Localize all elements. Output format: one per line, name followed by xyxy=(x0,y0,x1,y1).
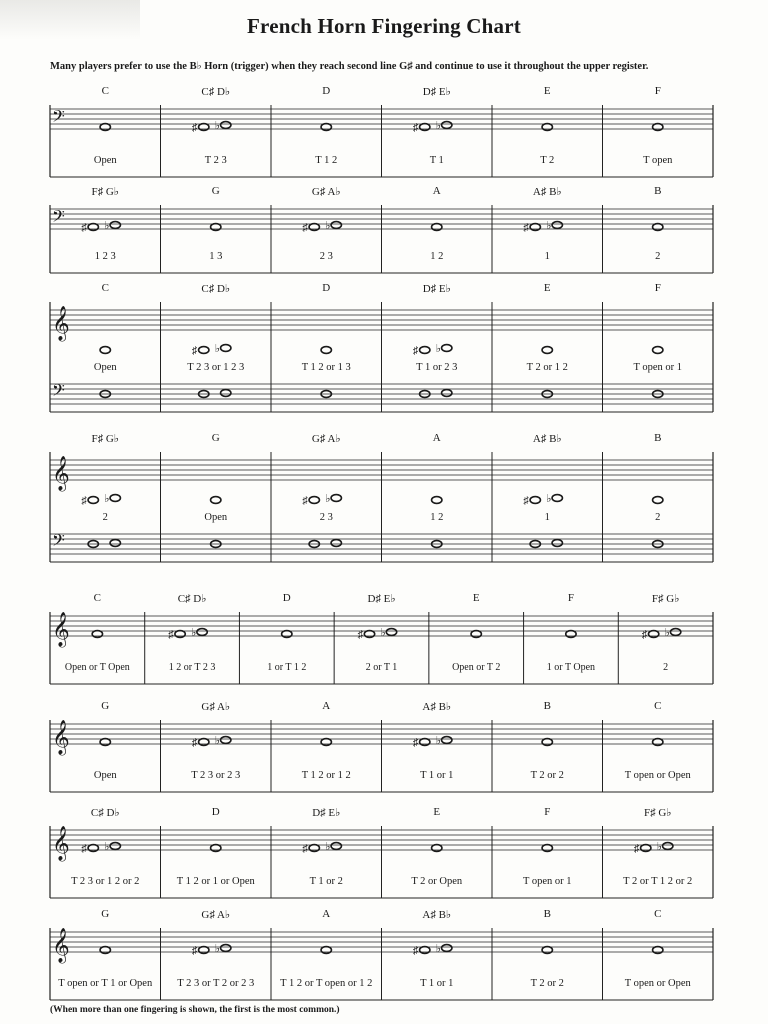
sharp-sign-icon: ♯ xyxy=(412,737,419,749)
note-name-label: B xyxy=(654,185,662,197)
note-flat xyxy=(110,222,120,229)
sharp-sign-icon: ♯ xyxy=(191,345,198,357)
note-flat xyxy=(663,843,673,850)
chart-row-7 xyxy=(50,826,713,898)
note-name-label: D xyxy=(322,282,331,294)
note-name-label: A xyxy=(322,908,331,920)
note-name-label: F♯ G♭ xyxy=(91,433,119,445)
fingering-text: T 1 or 2 3 xyxy=(416,362,458,373)
bass-note-flat xyxy=(552,540,562,547)
note-name-label: B xyxy=(543,700,551,712)
note-name-label: F xyxy=(567,592,574,604)
note-name-label: C♯ D♭ xyxy=(201,86,231,98)
note-name-label: D♯ E♭ xyxy=(367,593,396,605)
fingering-text: T 2 or 2 xyxy=(530,770,564,781)
note-flat xyxy=(442,345,452,352)
fingering-text: T open xyxy=(643,155,673,166)
note-head xyxy=(211,497,221,504)
intro-flat: ♭ xyxy=(196,61,202,72)
note-name-label: C xyxy=(654,700,662,712)
note-name-label: A♯ B♭ xyxy=(532,433,562,445)
sharp-sign-icon: ♯ xyxy=(191,737,198,749)
row-staff-graphic xyxy=(50,205,713,273)
note-name-label: C♯ D♭ xyxy=(201,283,231,295)
sharp-sign-icon: ♯ xyxy=(523,495,529,507)
note-name-label: A xyxy=(432,185,441,197)
fingering-text: T 2 or Open xyxy=(411,876,463,887)
intro-sharp: ♯ xyxy=(407,61,413,72)
bass-clef-icon: 𝄢 xyxy=(52,106,65,130)
fingering-text: Open xyxy=(93,770,117,781)
flat-sign-icon: ♭ xyxy=(380,627,386,639)
bass-clef-icon: 𝄢 xyxy=(52,530,65,554)
sharp-sign-icon: ♯ xyxy=(81,222,87,234)
note-flat xyxy=(552,222,562,229)
note-sharp xyxy=(530,497,540,504)
intro-before: Many players prefer to use the B xyxy=(50,61,197,72)
treble-clef-icon: 𝄞 xyxy=(52,306,70,341)
flat-sign-icon: ♭ xyxy=(546,220,552,232)
fingering-text: 2 3 xyxy=(319,512,333,523)
fingering-text: T 1 2 or T open or 1 2 xyxy=(280,978,373,989)
note-name-label: D♯ E♭ xyxy=(422,86,451,98)
fingering-text: 1 or T Open xyxy=(546,662,596,673)
sharp-sign-icon: ♯ xyxy=(81,843,87,855)
fingering-text: 1 or T 1 2 xyxy=(267,662,307,673)
fingering-text: T 2 3 xyxy=(204,155,227,166)
fingering-text: T open or 1 xyxy=(522,876,572,887)
note-name-label: G♯ A♭ xyxy=(201,909,231,921)
flat-sign-icon: ♭ xyxy=(435,343,441,355)
flat-sign-icon: ♭ xyxy=(104,841,110,853)
note-head xyxy=(432,497,442,504)
treble-clef-icon: 𝄞 xyxy=(52,612,70,647)
note-flat xyxy=(331,495,341,502)
note-flat xyxy=(110,495,120,502)
note-flat xyxy=(331,843,341,850)
fingering-text: T 1 or 1 xyxy=(420,770,454,781)
flat-sign-icon: ♭ xyxy=(191,627,197,639)
flat-sign-icon: ♭ xyxy=(435,943,441,955)
fingering-text: T 2 or 1 2 xyxy=(526,362,568,373)
fingering-text: T 1 xyxy=(429,155,444,166)
fingering-text: 1 2 xyxy=(430,251,444,262)
note-name-label: G xyxy=(211,185,220,197)
bass-note-flat xyxy=(221,390,231,397)
note-name-label: E xyxy=(543,282,551,294)
chart-row-1 xyxy=(50,105,713,177)
flat-sign-icon: ♭ xyxy=(656,841,662,853)
sharp-sign-icon: ♯ xyxy=(641,629,648,641)
intro-mid: Horn (trigger) when they reach second line G xyxy=(204,61,408,72)
note-sharp xyxy=(199,347,209,354)
row-staff-graphic xyxy=(50,720,713,792)
note-head xyxy=(653,497,663,504)
row-staff-graphic xyxy=(50,452,713,562)
note-name-label: F♯ G♭ xyxy=(91,186,119,198)
note-name-label: B xyxy=(543,908,551,920)
sharp-sign-icon: ♯ xyxy=(81,495,87,507)
bass-note-flat xyxy=(442,390,452,397)
row-staff-graphic xyxy=(50,105,713,177)
sharp-sign-icon: ♯ xyxy=(633,843,640,855)
note-name-label: D xyxy=(322,85,331,97)
fingering-text: 2 xyxy=(102,512,108,523)
note-flat xyxy=(331,222,341,229)
fingering-text: 2 xyxy=(663,662,669,673)
note-name-label: A♯ B♭ xyxy=(422,701,452,713)
chart-row-6 xyxy=(50,720,713,792)
note-flat xyxy=(442,122,452,129)
fingering-text: T 2 3 or 1 2 3 xyxy=(187,362,245,373)
note-sharp xyxy=(309,497,319,504)
fingering-text: T 2 3 or T 2 or 2 3 xyxy=(177,978,255,989)
intro-after: and continue to use it throughout the upper register. xyxy=(412,61,649,72)
flat-sign-icon: ♭ xyxy=(214,120,220,132)
note-name-label: A xyxy=(432,432,441,444)
note-flat xyxy=(221,945,231,952)
chart-row-5 xyxy=(50,612,713,684)
note-name-label: F xyxy=(654,85,661,97)
row-staff-graphic xyxy=(50,928,713,1000)
note-head xyxy=(321,347,331,354)
note-name-label: C xyxy=(101,85,109,97)
chart-row-8 xyxy=(50,928,713,1000)
note-flat xyxy=(110,843,120,850)
treble-clef-icon: 𝄞 xyxy=(52,826,70,861)
flat-sign-icon: ♭ xyxy=(214,735,220,747)
fingering-text: 2 xyxy=(655,512,661,523)
sharp-sign-icon: ♯ xyxy=(302,222,308,234)
flat-sign-icon: ♭ xyxy=(435,120,441,132)
chart-row-3 xyxy=(50,302,713,412)
fingering-text: 1 3 xyxy=(209,251,223,262)
fingering-text: 1 xyxy=(544,512,550,523)
fingering-text: Open or T Open xyxy=(64,662,130,673)
page-title: French Horn Fingering Chart xyxy=(247,14,521,38)
flat-sign-icon: ♭ xyxy=(104,220,110,232)
fingering-text: 1 2 or T 2 3 xyxy=(168,662,216,673)
note-name-label: A xyxy=(322,700,331,712)
fingering-text: T 1 2 or 1 3 xyxy=(301,362,351,373)
bass-note-flat xyxy=(331,540,341,547)
note-name-label: C♯ D♭ xyxy=(90,807,120,819)
note-name-label: F♯ G♭ xyxy=(644,807,672,819)
note-name-label: D xyxy=(282,592,291,604)
note-name-label: G xyxy=(101,700,110,712)
fingering-text: Open xyxy=(93,362,117,373)
fingering-text: T open or T 1 or Open xyxy=(58,978,153,989)
note-name-label: B xyxy=(654,432,662,444)
bass-clef-icon: 𝄢 xyxy=(52,380,65,404)
fingering-text: T 1 or 2 xyxy=(309,876,343,887)
sharp-sign-icon: ♯ xyxy=(302,495,308,507)
row-staff-graphic xyxy=(50,612,713,684)
note-flat xyxy=(552,495,562,502)
row-staff-graphic xyxy=(50,826,713,898)
note-name-label: F♯ G♭ xyxy=(651,593,680,605)
fingering-text: T 1 2 or 1 or Open xyxy=(176,876,255,887)
row-staff-graphic xyxy=(50,302,713,412)
note-name-label: E xyxy=(433,806,441,818)
note-flat xyxy=(386,629,396,636)
note-head xyxy=(653,347,663,354)
fingering-text: T 1 2 xyxy=(315,155,338,166)
sharp-sign-icon: ♯ xyxy=(191,122,198,134)
fingering-text: T 2 or 2 xyxy=(530,978,564,989)
flat-sign-icon: ♭ xyxy=(435,735,441,747)
fingering-text: 2 xyxy=(655,251,661,262)
note-name-label: G xyxy=(211,432,220,444)
note-flat xyxy=(221,122,231,129)
note-head xyxy=(542,347,552,354)
fingering-text: 2 3 xyxy=(319,251,333,262)
chart-row-4 xyxy=(50,452,713,562)
fingering-text: T 1 2 or 1 2 xyxy=(301,770,351,781)
note-flat xyxy=(221,737,231,744)
note-name-label: C xyxy=(101,282,109,294)
fingering-text: 1 xyxy=(544,251,550,262)
note-name-label: E xyxy=(543,85,551,97)
note-name-label: A♯ B♭ xyxy=(532,186,562,198)
flat-sign-icon: ♭ xyxy=(325,220,331,232)
fingering-text: T open or Open xyxy=(624,770,691,781)
note-sharp xyxy=(420,347,430,354)
note-name-label: G xyxy=(101,908,110,920)
sharp-sign-icon: ♯ xyxy=(523,222,529,234)
note-name-label: C♯ D♭ xyxy=(177,593,207,605)
note-flat xyxy=(197,629,207,636)
fingering-text: 1 2 3 xyxy=(94,251,116,262)
flat-sign-icon: ♭ xyxy=(664,627,670,639)
sharp-sign-icon: ♯ xyxy=(412,122,419,134)
note-name-label: G♯ A♭ xyxy=(311,186,341,198)
flat-sign-icon: ♭ xyxy=(325,493,331,505)
sharp-sign-icon: ♯ xyxy=(412,945,419,957)
note-flat xyxy=(670,629,680,636)
fingering-text: T open or Open xyxy=(624,978,691,989)
treble-clef-icon: 𝄞 xyxy=(52,928,70,963)
flat-sign-icon: ♭ xyxy=(214,943,220,955)
fingering-text: Open or T 2 xyxy=(452,662,501,673)
note-name-label: G♯ A♭ xyxy=(201,701,231,713)
fingering-text: T 2 xyxy=(540,155,555,166)
sharp-sign-icon: ♯ xyxy=(412,345,419,357)
note-flat xyxy=(442,737,452,744)
fingering-text: Open xyxy=(93,155,117,166)
fingering-text: T 2 or T 1 2 or 2 xyxy=(623,876,693,887)
flat-sign-icon: ♭ xyxy=(325,841,331,853)
note-name-label: D♯ E♭ xyxy=(312,807,341,819)
footnote: (When more than one fingering is shown, the first is the most common.) xyxy=(50,1005,340,1015)
note-head xyxy=(100,347,110,354)
bass-note-flat xyxy=(110,540,120,547)
fingering-text: Open xyxy=(204,512,228,523)
note-name-label: A♯ B♭ xyxy=(422,909,452,921)
note-sharp xyxy=(88,497,98,504)
sharp-sign-icon: ♯ xyxy=(191,945,198,957)
note-name-label: G♯ A♭ xyxy=(311,433,341,445)
note-name-label: D♯ E♭ xyxy=(422,283,451,295)
fingering-text: T 2 3 or 1 2 or 2 xyxy=(71,876,140,887)
intro-text xyxy=(50,60,768,72)
fingering-text: 1 2 xyxy=(430,512,444,523)
flat-sign-icon: ♭ xyxy=(214,343,220,355)
note-name-label: F xyxy=(544,806,551,818)
note-name-label: C xyxy=(93,592,102,604)
fingering-text: T open or 1 xyxy=(633,362,683,373)
note-flat xyxy=(442,945,452,952)
bass-clef-icon: 𝄢 xyxy=(52,206,65,230)
note-name-label: E xyxy=(472,592,480,604)
note-flat xyxy=(221,345,231,352)
sharp-sign-icon: ♯ xyxy=(357,629,363,641)
treble-clef-icon: 𝄞 xyxy=(52,456,70,491)
fingering-text: T 2 3 or 2 3 xyxy=(191,770,241,781)
flat-sign-icon: ♭ xyxy=(546,493,552,505)
fingering-text: 2 or T 1 xyxy=(365,662,398,673)
fingering-text: T 1 or 1 xyxy=(420,978,454,989)
note-name-label: F xyxy=(654,282,661,294)
note-name-label: D xyxy=(211,806,220,818)
treble-clef-icon: 𝄞 xyxy=(52,720,70,755)
sharp-sign-icon: ♯ xyxy=(302,843,308,855)
sharp-sign-icon: ♯ xyxy=(168,629,174,641)
note-name-label: C xyxy=(654,908,662,920)
flat-sign-icon: ♭ xyxy=(104,493,110,505)
chart-row-2 xyxy=(50,205,713,273)
